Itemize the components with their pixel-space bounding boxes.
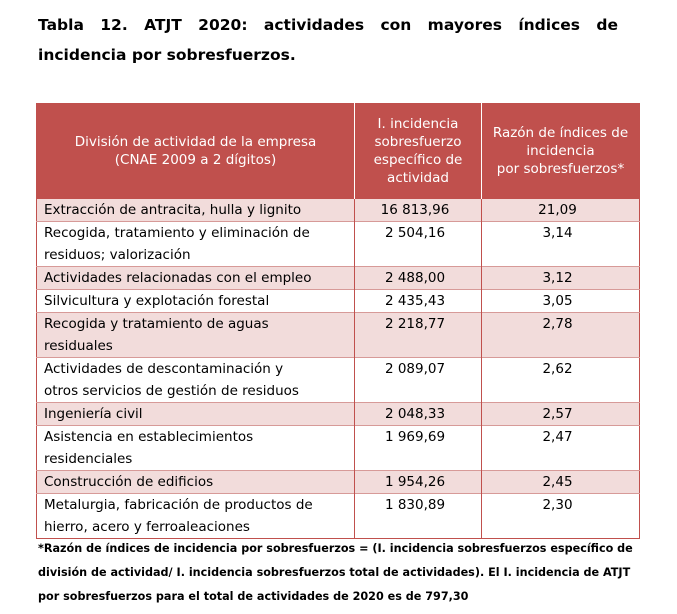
header-specific-incidence: I. incidencia sobresfuerzo específico de actividad [355,103,482,199]
table-row [37,199,640,222]
ratio-cell: 2,45 [482,471,640,494]
table-row [37,471,640,494]
incidence-cell: 2 218,77 [355,313,482,358]
incidence-cell: 1 969,69 [355,426,482,471]
incidence-cell: 1 830,89 [355,494,482,539]
ratio-cell: 2,62 [482,358,640,403]
table-row [37,426,640,471]
activity-cell: Recogida y tratamiento de aguas residuales [37,313,355,358]
ratio-cell: 3,12 [482,267,640,290]
incidence-cell: 2 488,00 [355,267,482,290]
activity-cell: Metalurgia, fabricación de productos de hierro, acero y ferroaleaciones [37,494,355,539]
table-row [37,267,640,290]
header-activity-division: División de actividad de la empresa (CNAE 2009 a 2 dígitos) [37,103,355,199]
activity-cell: Actividades de descontaminación y otros servicios de gestión de residuos [37,358,355,403]
table-title: Tabla 12. ATJT 2020: actividades con mayores índices de incidencia por sobresfuerzos. [38,16,618,64]
footnote: *Razón de índices de incidencia por sobresfuerzos = (I. incidencia sobresfuerzos específico de división de actividad/ I. incidencia sobresfuerzos total de actividades). El I. incidencia de ATJT por sobresfuerzos para el total de actividades de 2020 es de 797,30 [38,542,633,603]
table-row [37,494,640,539]
table-row [37,358,640,403]
ratio-cell: 2,78 [482,313,640,358]
ratio-cell: 2,30 [482,494,640,539]
incidence-cell: 2 048,33 [355,403,482,426]
table-row [37,313,640,358]
table-row [37,290,640,313]
activity-cell: Actividades relacionadas con el empleo [37,267,355,290]
incidence-cell: 2 089,07 [355,358,482,403]
activity-cell: Ingeniería civil [37,403,355,426]
incidence-cell: 2 504,16 [355,222,482,267]
ratio-cell: 2,47 [482,426,640,471]
incidence-cell: 1 954,26 [355,471,482,494]
activity-cell: Recogida, tratamiento y eliminación de residuos; valorización [37,222,355,267]
activity-cell: Extracción de antracita, hulla y lignito [37,199,355,222]
ratio-cell: 21,09 [482,199,640,222]
table-row [37,403,640,426]
incidence-table [36,103,640,539]
activity-cell: Asistencia en establecimientos residenciales [37,426,355,471]
activity-cell: Construcción de edificios [37,471,355,494]
incidence-cell: 2 435,43 [355,290,482,313]
table-row [37,222,640,267]
header-incidence-ratio: Razón de índices de incidencia por sobresfuerzos* [482,103,640,199]
activity-cell: Silvicultura y explotación forestal [37,290,355,313]
ratio-cell: 3,14 [482,222,640,267]
incidence-cell: 16 813,96 [355,199,482,222]
ratio-cell: 3,05 [482,290,640,313]
table-header-row [37,103,640,199]
ratio-cell: 2,57 [482,403,640,426]
